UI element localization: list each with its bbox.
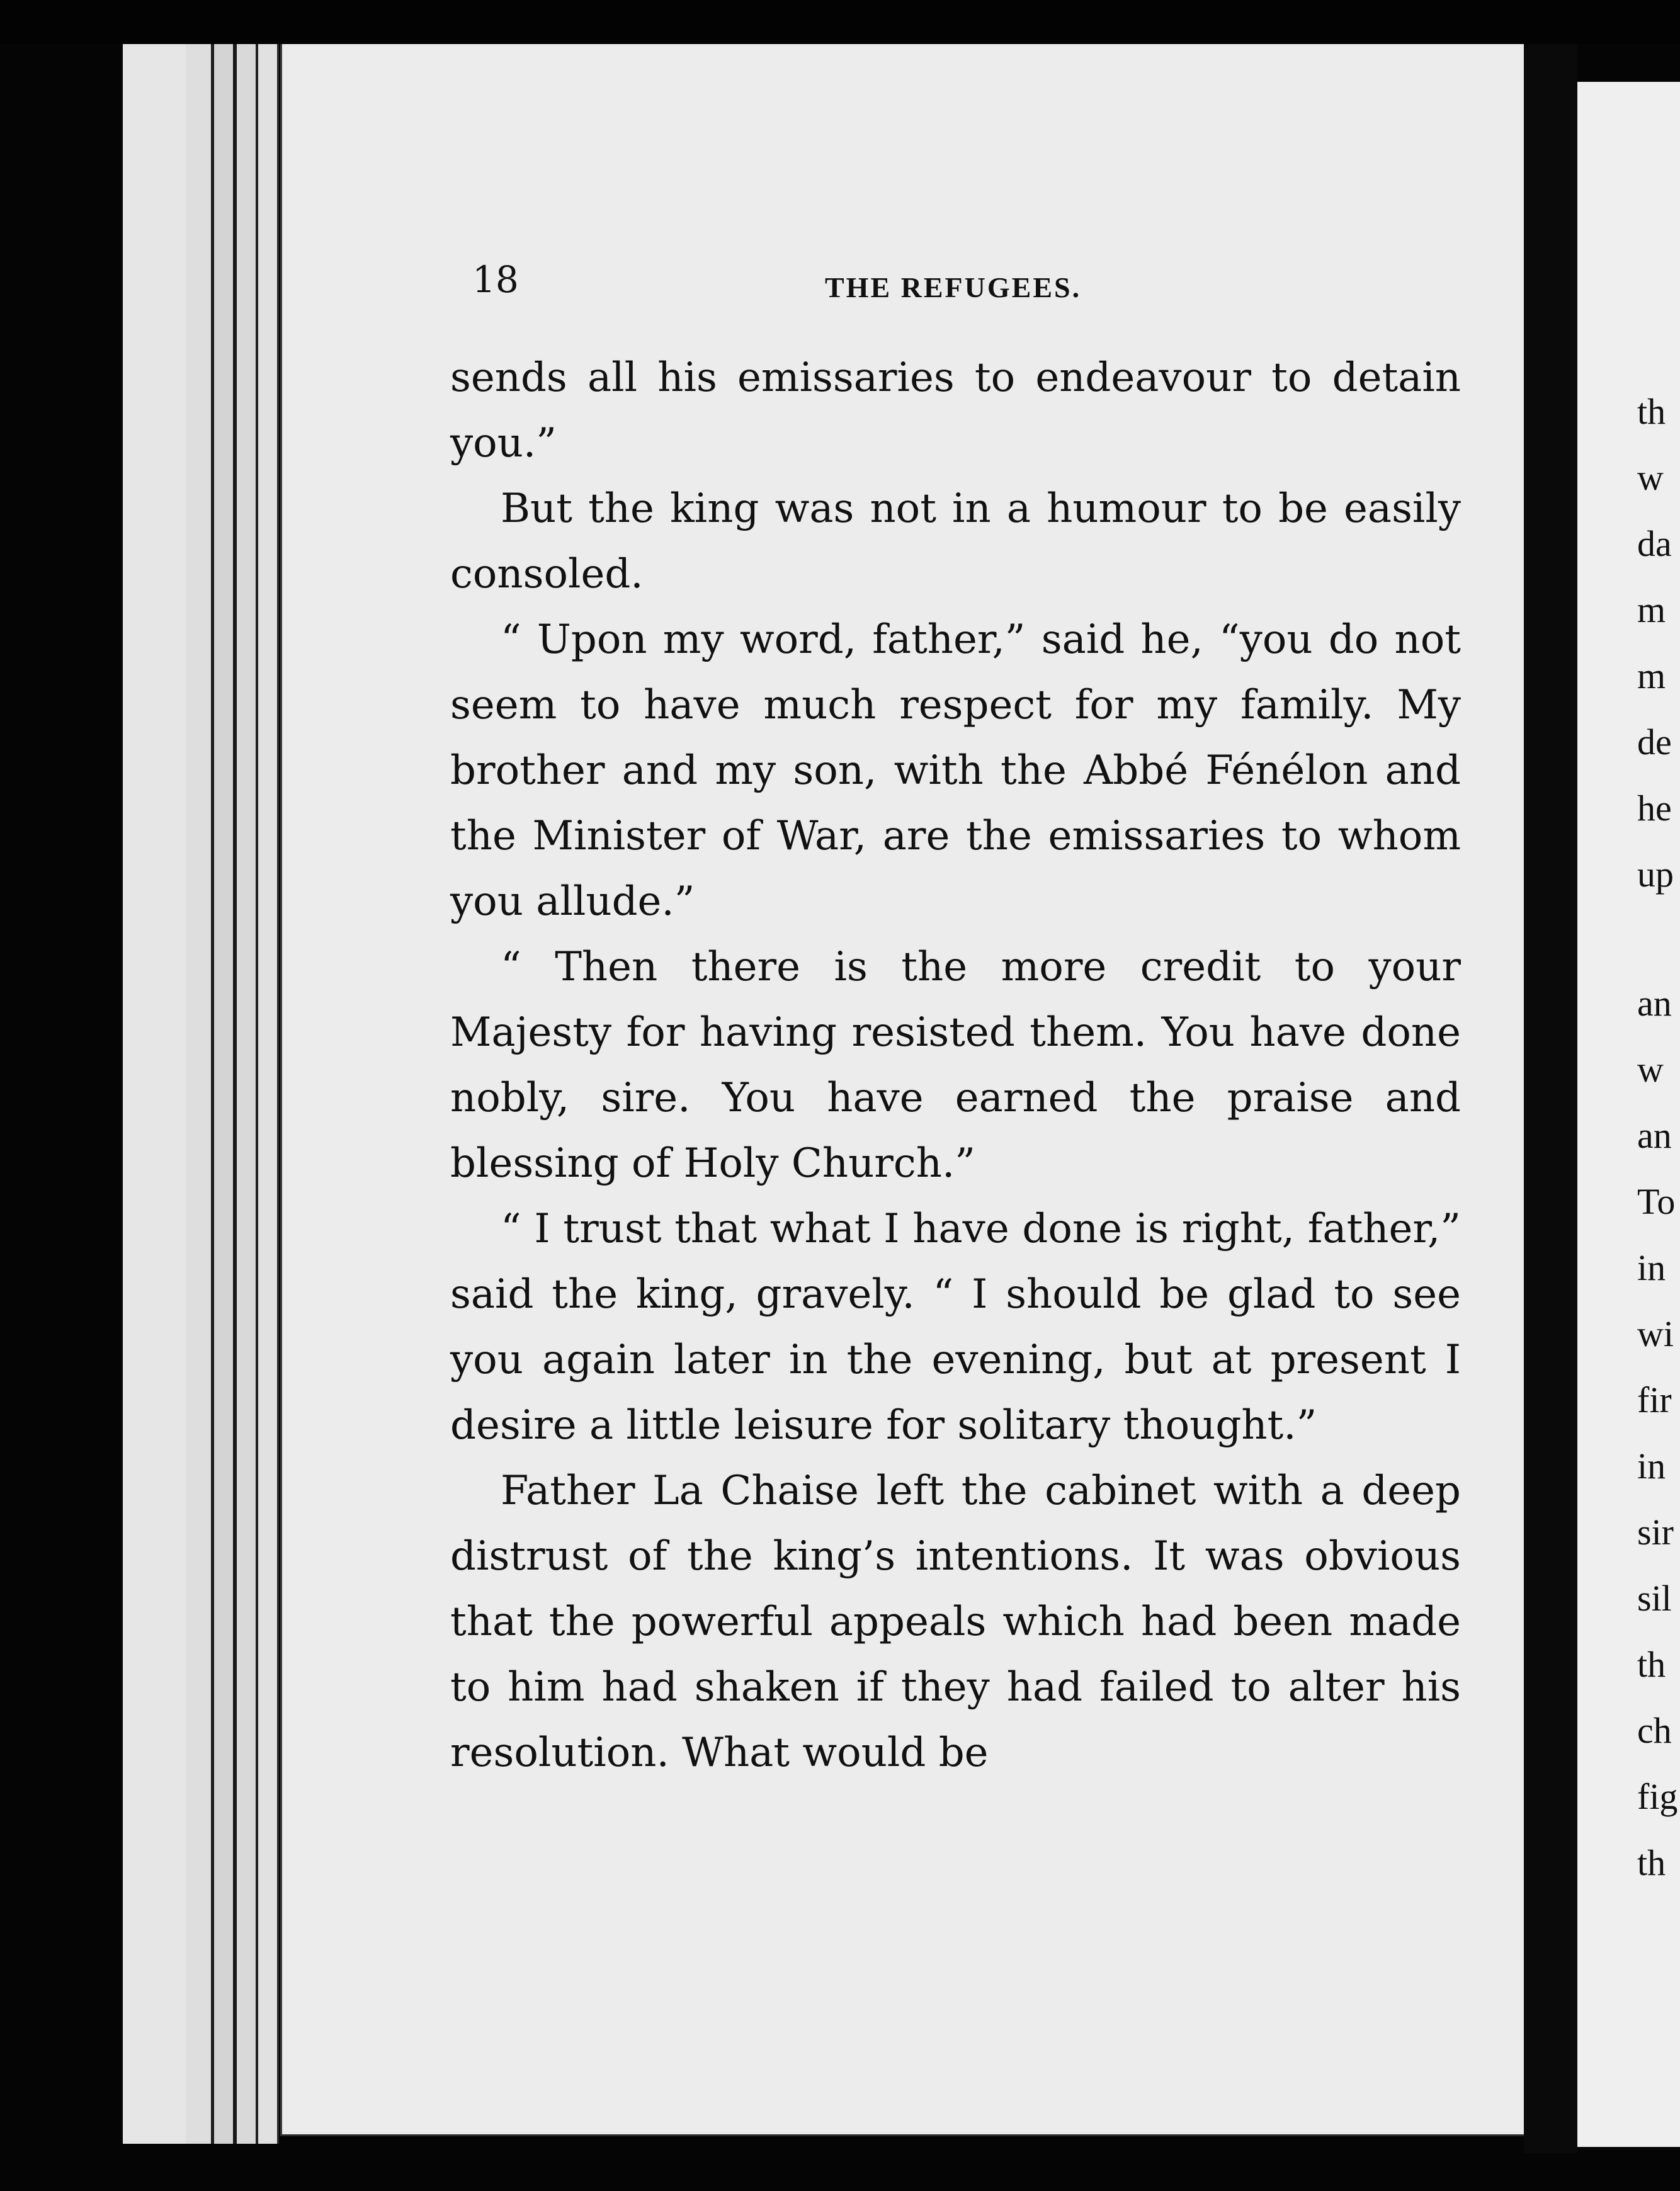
facing-page: [1577, 82, 1680, 2147]
running-head: [472, 258, 1486, 315]
page-edge: [186, 44, 214, 2144]
facing-page-fragment: an: [1637, 983, 1672, 1024]
page-edge: [123, 44, 188, 2144]
paragraph: “ Then there is the more credit to your Majesty for having resisted them. You have done nobly, sire. You have earned the praise and blessing of Holy Church.”: [450, 944, 1461, 1187]
facing-page-fragment: sir: [1637, 1512, 1674, 1553]
facing-page-fragment: up: [1637, 854, 1674, 895]
facing-page-fragment: an: [1637, 1115, 1672, 1156]
facing-page-fragment: de: [1637, 722, 1672, 762]
facing-page-fragment: w: [1637, 457, 1664, 498]
facing-page-fragment: sil: [1637, 1578, 1672, 1619]
facing-page-fragment: da: [1637, 523, 1672, 564]
page-number: 18: [472, 258, 519, 301]
page-edge: [258, 44, 279, 2144]
scan-top-border: [0, 0, 1680, 44]
body-text: [450, 345, 1461, 1786]
facing-page-fragment: th: [1637, 391, 1666, 432]
facing-page-fragment: th: [1637, 1644, 1666, 1685]
facing-page-fragment: wi: [1637, 1313, 1674, 1354]
facing-page-fragment: fir: [1637, 1379, 1672, 1420]
facing-page-fragment: th: [1637, 1842, 1666, 1883]
paragraph: “ Upon my word, father,” said he, “you do not seem to have much respect for my family. My brother and my son, with the Abbé Fénélon and the Minister of War, are the emissaries to whom you allude.”: [450, 616, 1461, 925]
paragraph: “ I trust that what I have done is right, father,” said the king, gravely. “ I should be glad to see you again later in the evening, but at present I desire a little leisure for solitary thought.”: [450, 1206, 1461, 1449]
book-gutter: [1524, 44, 1577, 2153]
page-edge: [237, 44, 258, 2144]
paragraph: sends all his emissaries to endeavour to detain you.”: [450, 354, 1461, 467]
facing-page-fragment: To: [1637, 1181, 1676, 1222]
facing-page-fragment: m: [1637, 589, 1666, 630]
facing-page-fragment: w: [1637, 1049, 1664, 1090]
paragraph: But the king was not in a humour to be easily consoled.: [450, 485, 1461, 597]
page-edge: [214, 44, 237, 2144]
facing-page-fragment: in: [1637, 1247, 1666, 1288]
running-title: THE REFUGEES.: [825, 271, 1082, 303]
facing-page-fragment: ch: [1637, 1710, 1672, 1751]
paragraph: Father La Chaise left the cabinet with a deep distrust of the king’s intentions. It was obvious that the powerful appeals which had been made to him had shaken if they had failed to alter his resolution. What would be: [450, 1468, 1461, 1776]
facing-page-fragment: he: [1637, 788, 1672, 829]
facing-page-fragment: fig: [1637, 1776, 1678, 1817]
facing-page-fragment: in: [1637, 1446, 1666, 1486]
facing-page-fragment: m: [1637, 655, 1666, 696]
